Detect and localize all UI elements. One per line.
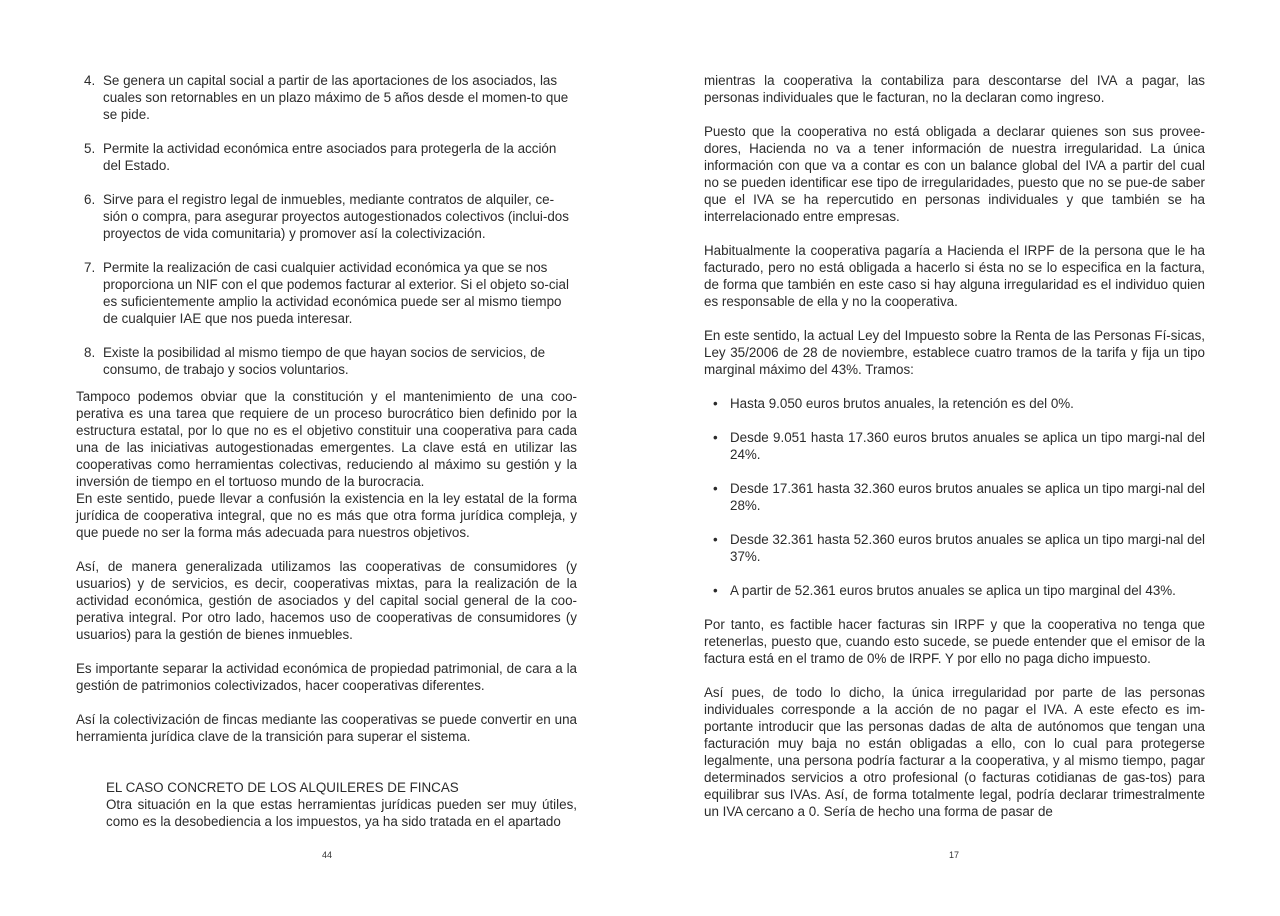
bullet-list (704, 395, 1205, 599)
list-text: Permite la actividad económica entre asociados para protegerla de la acción del Estado. (103, 141, 557, 173)
list-item (76, 259, 577, 327)
list-item (76, 140, 577, 174)
list-item (704, 429, 1205, 463)
list-text: Se genera un capital social a partir de las aportaciones de los asociados, las cuales son retornables en un plazo máximo de 5 años desde el momen-to que se pide. (103, 73, 569, 122)
bullet-icon: • (713, 532, 718, 547)
list-number: 8. (84, 345, 96, 360)
paragraph: En este sentido, la actual Ley del Impuesto sobre la Renta de las Personas Fí-sicas, Ley 35/2006 de 28 de noviembre, establece cuatro tramos de la tarifa y fija un tipo marginal máximo del 43%. Tramos: (704, 328, 1205, 377)
paragraph: Así la colectivización de fincas mediante las cooperativas se puede convertir en una herramienta jurídica clave de la transición para superar el sistema. (76, 712, 577, 744)
paragraph: En este sentido, puede llevar a confusión la existencia en la ley estatal de la forma jurídica de cooperativa integral, que no es más que otra forma jurídica compleja, y que puede no ser la forma más adecuada para nuestros objetivos. (76, 491, 577, 540)
paragraph: mientras la cooperativa la contabiliza para descontarse del IVA a pagar, las personas individuales que le facturan, no la declaran como ingreso. (704, 73, 1205, 105)
section-heading: EL CASO CONCRETO DE LOS ALQUILERES DE FINCAS (106, 780, 459, 795)
bullet-icon: • (713, 583, 718, 598)
numbered-list (76, 72, 577, 378)
list-text: Desde 17.361 hasta 32.360 euros brutos anuales se aplica un tipo margi-nal del 28%. (730, 481, 1205, 513)
paragraph: Tampoco podemos obviar que la constitución y el mantenimiento de una coo-perativa es una tarea que requiere de un proceso burocrático bien definido por la estructura estatal, por lo que no es el objetivo constituir una cooperativa para cada una de las iniciativas autogestionadas emergentes. La clave está en utilizar las cooperativas como herramientas colectivas, reduciendo al máximo su gestión y la inversión de tiempo en el tortuoso mundo de la burocracia. (76, 389, 577, 489)
bullet-icon: • (713, 396, 718, 411)
list-text: Desde 9.051 hasta 17.360 euros brutos anuales se aplica un tipo margi-nal del 24%. (730, 430, 1205, 462)
list-number: 6. (84, 192, 96, 207)
bullet-icon: • (713, 430, 718, 445)
paragraph: Por tanto, es factible hacer facturas sin IRPF y que la cooperativa no tenga que retenerlas, puesto que, cuando esto sucede, se puede entender que el emisor de la factura está en el tramo de 0% de IRPF. Y por ello no paga dicho impuesto. (704, 617, 1205, 666)
bullet-icon: • (713, 481, 718, 496)
paragraph: Puesto que la cooperativa no está obligada a declarar quienes son sus provee-dores, Hacienda no va a tener información de nuestra irregularidad. La única información con que va a contar es con un balance global del IVA a partir del cual no se pueden identificar ese tipo de irregularidades, puesto que no se pue-de saber que el IVA se ha repercutido en personas individuales y que también se ha interrelacionado entre empresas. (704, 124, 1205, 224)
paragraph: Es importante separar la actividad económica de propiedad patrimonial, de cara a la gestión de patrimonios colectivizados, hacer cooperativas diferentes. (76, 661, 577, 693)
list-text: Desde 32.361 hasta 52.360 euros brutos anuales se aplica un tipo margi-nal del 37%. (730, 532, 1205, 564)
section-alquileres (76, 779, 577, 830)
paragraph: Otra situación en la que estas herramientas jurídicas pueden ser muy útiles, como es la desobediencia a los impuestos, ya ha sido tratada en el apartado (106, 797, 577, 829)
list-item (704, 582, 1205, 599)
left-page (76, 72, 577, 830)
list-item (76, 72, 577, 123)
list-number: 5. (84, 141, 96, 156)
paragraph: Habitualmente la cooperativa pagaría a Hacienda el IRPF de la persona que le ha facturado, pero no está obligada a hacerlo si ésta no se lo especifica en la factura, de forma que también en este caso si hay alguna irregularidad es el individuo quien es responsable de ella y no la cooperativa. (704, 243, 1205, 309)
list-item (76, 191, 577, 242)
list-item (76, 344, 577, 378)
paragraph: Así pues, de todo lo dicho, la única irregularidad por parte de las personas individuales corresponde a la acción de no pagar el IVA. A este efecto es im-portante introducir que las personas dadas de alta de autónomos que tengan una facturación muy baja no están obligadas a ello, con lo cual para protegerse legalmente, una persona podría facturar a la cooperativa, y al mismo tiempo, pagar determinados servicios a otro profesional (o facturas cotidianas de gas-tos) para equilibrar sus IVAs. Así, de forma totalmente legal, podría declarar trimestralmente un IVA cercano a 0. Sería de hecho una forma de pasar de (704, 685, 1205, 819)
list-item (704, 480, 1205, 514)
paragraph: Así, de manera generalizada utilizamos las cooperativas de consumidores (y usuarios) y de servicios, es decir, cooperativas mixtas, para la realización de la actividad económica, gestión de asociados y del capital social general de la coo-perativa integral. Por otro lado, hacemos uso de cooperativas de consumidores (y usuarios) para la gestión de bienes inmuebles. (76, 559, 577, 642)
list-number: 4. (84, 73, 96, 88)
list-text: A partir de 52.361 euros brutos anuales se aplica un tipo marginal del 43%. (730, 583, 1176, 598)
list-text: Sirve para el registro legal de inmuebles, mediante contratos de alquiler, ce-sión o compra, para asegurar proyectos autogestionados colectivos (inclui-dos proyectos de vida comunitaria) y promover así la colectivización. (103, 192, 569, 241)
list-text: Existe la posibilidad al mismo tiempo de que hayan socios de servicios, de consumo, de trabajo y socios voluntarios. (103, 345, 546, 377)
list-item (704, 531, 1205, 565)
list-item (704, 395, 1205, 412)
list-number: 7. (84, 260, 96, 275)
page-number-right: 17 (949, 850, 960, 860)
list-text: Hasta 9.050 euros brutos anuales, la retención es del 0%. (730, 396, 1074, 411)
page-number-left: 44 (322, 850, 333, 860)
list-text: Permite la realización de casi cualquier actividad económica ya que se nos proporciona un NIF con el que podemos facturar al exterior. Si el objeto so-cial es suficientemente amplio la actividad económica puede ser al mismo tiempo de cualquier IAE que nos pueda interesar. (103, 260, 569, 326)
right-page (704, 72, 1205, 820)
